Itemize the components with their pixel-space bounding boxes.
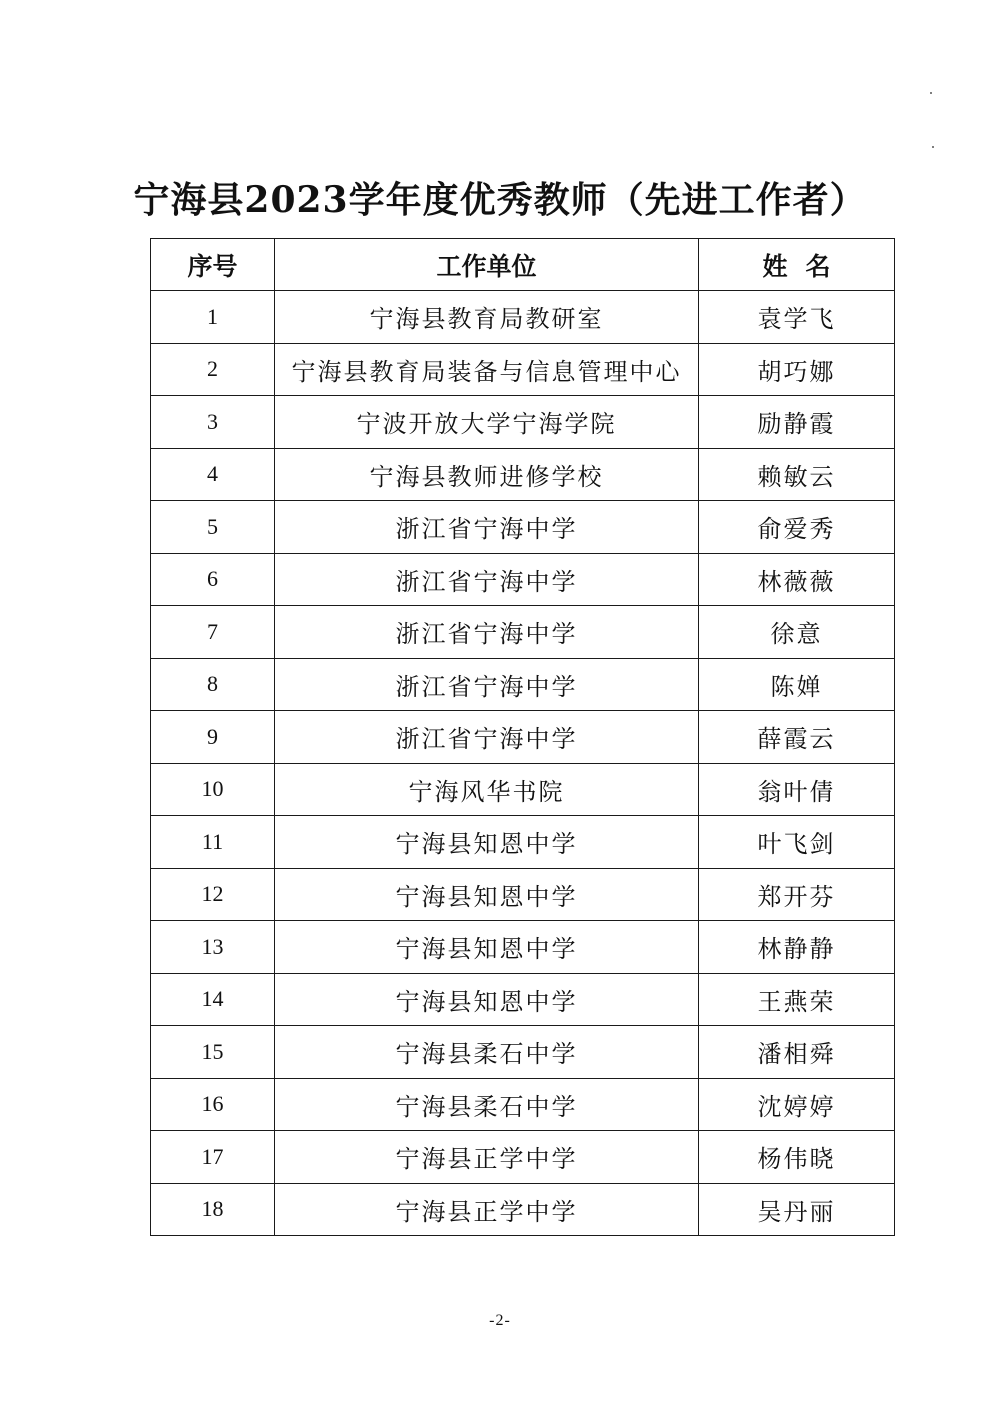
cell-serial-number: 6 (151, 553, 275, 606)
cell-work-unit: 宁海县教师进修学校 (275, 448, 699, 501)
cell-work-unit: 浙江省宁海中学 (275, 711, 699, 764)
cell-work-unit: 宁海县正学中学 (275, 1183, 699, 1236)
cell-serial-number: 11 (151, 816, 275, 869)
table-row (151, 396, 895, 449)
cell-name: 袁学飞 (699, 291, 895, 344)
cell-work-unit: 浙江省宁海中学 (275, 553, 699, 606)
cell-serial-number: 1 (151, 291, 275, 344)
cell-serial-number: 10 (151, 763, 275, 816)
cell-name: 潘相舜 (699, 1026, 895, 1079)
cell-work-unit: 宁海县柔石中学 (275, 1078, 699, 1131)
cell-name: 翁叶倩 (699, 763, 895, 816)
cell-name: 励静霞 (699, 396, 895, 449)
header-serial-number: 序号 (151, 239, 275, 291)
cell-serial-number: 18 (151, 1183, 275, 1236)
page-number: -2- (489, 1312, 511, 1329)
cell-name: 沈婷婷 (699, 1078, 895, 1131)
page-title: 宁海县2023学年度优秀教师（先进工作者） (133, 179, 867, 221)
cell-work-unit: 宁海风华书院 (275, 763, 699, 816)
cell-work-unit: 浙江省宁海中学 (275, 501, 699, 554)
cell-work-unit: 宁海县教育局教研室 (275, 291, 699, 344)
header-name: 姓名 (699, 239, 895, 291)
table-row (151, 291, 895, 344)
table-row (151, 868, 895, 921)
table-row (151, 973, 895, 1026)
table-row (151, 1078, 895, 1131)
cell-work-unit: 宁波开放大学宁海学院 (275, 396, 699, 449)
cell-serial-number: 4 (151, 448, 275, 501)
cell-work-unit: 宁海县知恩中学 (275, 868, 699, 921)
table-row (151, 1183, 895, 1236)
table-header-row (151, 239, 895, 291)
scan-speck (930, 92, 932, 94)
cell-name: 叶飞剑 (699, 816, 895, 869)
table-row (151, 816, 895, 869)
table-row (151, 921, 895, 974)
teacher-list-table (150, 238, 895, 1236)
cell-name: 俞爱秀 (699, 501, 895, 554)
cell-serial-number: 7 (151, 606, 275, 659)
cell-serial-number: 17 (151, 1131, 275, 1184)
cell-work-unit: 浙江省宁海中学 (275, 606, 699, 659)
cell-name: 杨伟晓 (699, 1131, 895, 1184)
table-row (151, 343, 895, 396)
cell-work-unit: 浙江省宁海中学 (275, 658, 699, 711)
cell-work-unit: 宁海县正学中学 (275, 1131, 699, 1184)
cell-name: 吴丹丽 (699, 1183, 895, 1236)
cell-serial-number: 2 (151, 343, 275, 396)
table-row (151, 501, 895, 554)
cell-work-unit: 宁海县柔石中学 (275, 1026, 699, 1079)
cell-name: 林薇薇 (699, 553, 895, 606)
cell-serial-number: 13 (151, 921, 275, 974)
table-body (151, 291, 895, 1236)
table-row (151, 658, 895, 711)
cell-serial-number: 14 (151, 973, 275, 1026)
table-row (151, 711, 895, 764)
table-row (151, 763, 895, 816)
cell-name: 王燕荣 (699, 973, 895, 1026)
cell-work-unit: 宁海县知恩中学 (275, 973, 699, 1026)
table-row (151, 1026, 895, 1079)
header-work-unit: 工作单位 (275, 239, 699, 291)
cell-name: 郑开芬 (699, 868, 895, 921)
cell-name: 林静静 (699, 921, 895, 974)
cell-name: 胡巧娜 (699, 343, 895, 396)
cell-name: 赖敏云 (699, 448, 895, 501)
cell-serial-number: 15 (151, 1026, 275, 1079)
cell-name: 陈婵 (699, 658, 895, 711)
cell-serial-number: 5 (151, 501, 275, 554)
cell-work-unit: 宁海县知恩中学 (275, 921, 699, 974)
cell-serial-number: 12 (151, 868, 275, 921)
cell-serial-number: 3 (151, 396, 275, 449)
cell-serial-number: 9 (151, 711, 275, 764)
table-row (151, 448, 895, 501)
cell-work-unit: 宁海县知恩中学 (275, 816, 699, 869)
cell-serial-number: 8 (151, 658, 275, 711)
table-row (151, 553, 895, 606)
table-row (151, 1131, 895, 1184)
cell-serial-number: 16 (151, 1078, 275, 1131)
table-row (151, 606, 895, 659)
cell-name: 徐意 (699, 606, 895, 659)
cell-name: 薛霞云 (699, 711, 895, 764)
cell-work-unit: 宁海县教育局装备与信息管理中心 (275, 343, 699, 396)
scan-speck (932, 146, 934, 148)
